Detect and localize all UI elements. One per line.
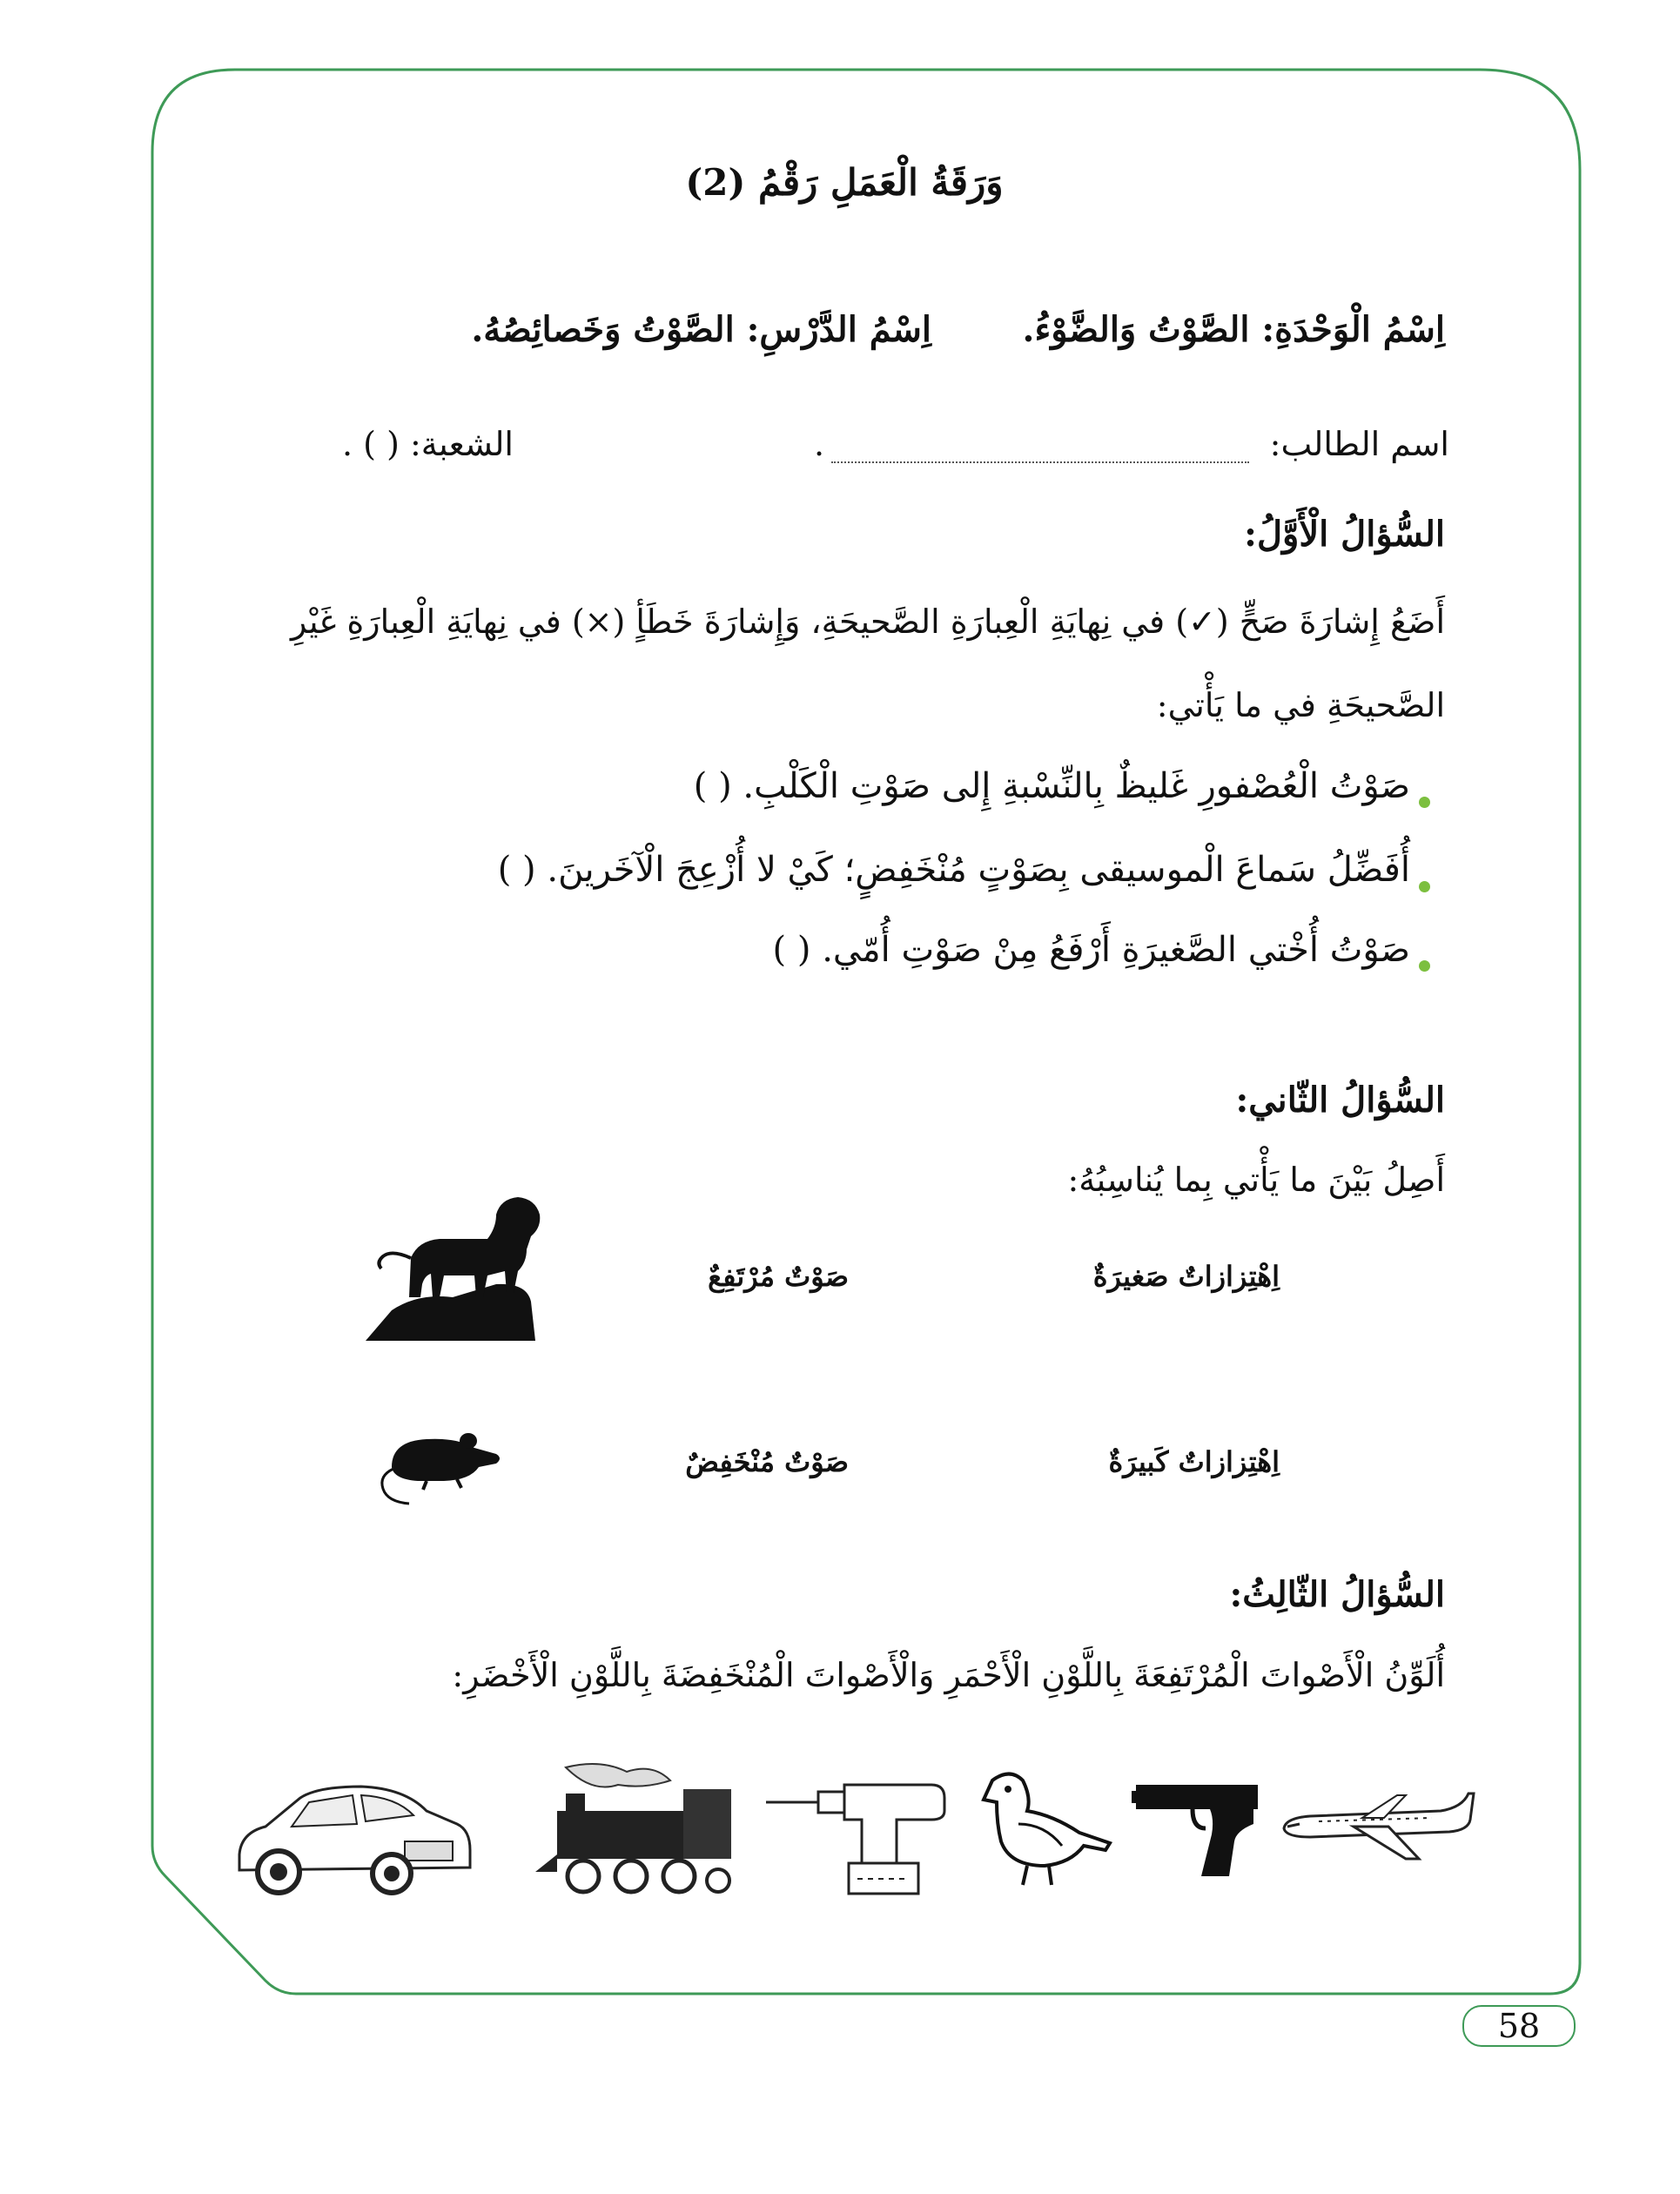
student-name-line[interactable] [831, 461, 1249, 463]
q1-item-3: صَوْتُ أُخْتي الصَّغيرَةِ أَرْفَعُ مِنْ صَوْتِ أُمّي. ( ) [772, 930, 1410, 970]
bullet [1419, 881, 1430, 892]
small-vibrations[interactable]: اِهْتِزازاتٌ صَغيرَةٌ [1092, 1260, 1280, 1293]
q2-instruction: أَصِلُ بَيْنَ ما يَأْتي بِما يُناسِبُهُ: [1067, 1161, 1445, 1199]
airplane-icon[interactable] [1275, 1776, 1475, 1872]
q1-item-1: صَوْتُ الْعُصْفورِ غَليظٌ بِالنِّسْبةِ إِلى صَوْتِ الْكَلْبِ. ( ) [693, 766, 1410, 806]
large-vibrations[interactable]: اِهْتِزازاتٌ كَبيرَةٌ [1108, 1445, 1280, 1478]
q3-instruction: أُلَوِّنُ الْأَصْواتَ الْمُرْتَفِعَةَ بِاللَّوْنِ الْأَحْمَرِ وَالْأَصْواتَ الْمُنْخَفِضَةَ بِاللَّوْنِ الْأَخْضَرِ: [452, 1656, 1445, 1694]
student-name-label: اسم الطالب: [1269, 425, 1449, 463]
car-icon[interactable] [231, 1776, 474, 1898]
q2-heading: السُّؤالُ الثّاني: [1235, 1080, 1445, 1121]
section-label: الشعبة: ( ) . [342, 425, 514, 463]
student-name-dot: . [814, 425, 825, 463]
q1-instruction-line1: أَضَعُ إِشارَةَ صَحٍّ (✓) في نِهايَةِ الْعِبارَةِ الصَّحيحَةِ، وَإِشارَةَ خَطَأٍ (×) في نِهايَةِ الْعِبارَةِ غَيْرِ [290, 602, 1445, 641]
high-sound[interactable]: صَوْتٌ مُرْتَفِعٌ [708, 1260, 849, 1293]
train-icon[interactable] [531, 1759, 749, 1898]
mouse-icon[interactable] [374, 1406, 505, 1511]
q1-heading: السُّؤالُ الْأَوَّلُ: [1244, 514, 1445, 555]
q3-heading: السُّؤالُ الثّالِثُ: [1229, 1574, 1445, 1615]
drill-icon[interactable] [766, 1767, 949, 1898]
worksheet-title: وَرَقَةُ الْعَمَلِ رَقْمُ (2) [685, 161, 1004, 204]
lesson-name: اِسْمُ الدَّرْسِ: الصَّوْتُ وَخَصائِصُهُ. [471, 309, 931, 350]
bird-icon[interactable] [975, 1763, 1114, 1894]
bullet [1419, 960, 1430, 972]
lion-icon[interactable] [357, 1188, 553, 1345]
low-sound[interactable]: صَوْتٌ مُنْخَفِضٌ [685, 1445, 849, 1478]
page-number: 58 [1462, 2005, 1576, 2047]
pistol-icon[interactable] [1132, 1772, 1262, 1885]
q1-instruction-line2: الصَّحيحَةِ في ما يَأْتي: [1156, 686, 1445, 724]
bullet [1419, 797, 1430, 808]
unit-name: اِسْمُ الْوَحْدَةِ: الصَّوْتُ وَالضَّوْءُ. [1022, 309, 1445, 350]
q1-item-2: أُفَضِّلُ سَماعَ الْموسيقى بِصَوْتٍ مُنْخَفِضٍ؛ كَيْ لا أُزْعِجَ الْآخَرينَ. ( ) [497, 850, 1410, 890]
